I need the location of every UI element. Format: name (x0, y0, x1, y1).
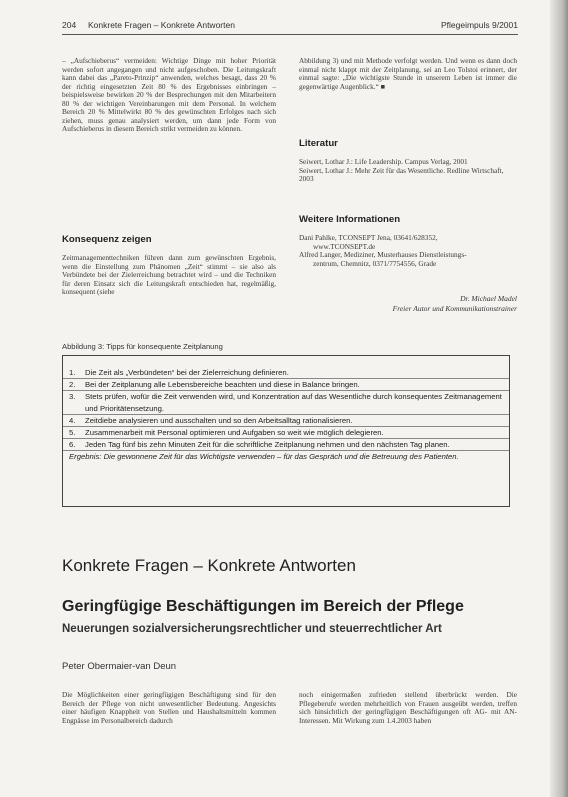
info-line: Alfred Langer, Mediziner, Musterhauses Dienstleistungs- (299, 250, 467, 260)
literature-item: Seiwert, Lothar J.: Mehr Zeit für das Wesentliche. Redline Wirtschaft, 2003 (299, 165, 504, 184)
paragraph: Zeitmanagementtechniken führen dann zum gewünschten Ergebnis, wenn die Einstellung zum Phänomen „Zeit“ stimmt – sie also als Verbündete bei der Zielerreichung betrachtet wird – und die Techniken für deren Einsatz sich die Leitungskraft entschieden hat, regelmäßig, konsequent (siehe (62, 253, 276, 297)
section-title: Konkrete Fragen – Konkrete Antworten (62, 556, 356, 575)
tip-item: 6. Jeden Tag fünf bis zehn Minuten Zeit für die schriftliche Zeitplanung nehmen und den nächsten Tag planen. (63, 438, 509, 450)
tip-item: 5. Zusammenarbeit mit Personal optimieren und Aufgaben so weit wie möglich delegieren. (63, 426, 509, 438)
right-column-text (299, 57, 517, 91)
paragraph: Abbildung 3) und mit Methode verfolgt werden. Und wenn es dann doch einmal nicht klappt mit der Zeitplanung, sei an Leo Tolstoi erinnert, der einmal sagte: „Die wichtigste Stunde in unserem Leben ist immer die gegenwärtige Augenblick.“ ■ (299, 56, 517, 91)
article-title: Geringfügige Beschäftigungen im Bereich der Pflege (62, 598, 464, 615)
left-column-text (62, 57, 276, 134)
page-number: 204 (62, 20, 77, 30)
tips-list (63, 367, 509, 450)
article-left-text (62, 691, 276, 725)
page-edge-shadow (550, 0, 568, 797)
heading-weitere-informationen: Weitere Informationen (299, 214, 401, 225)
info-list (299, 234, 517, 268)
header-section: Konkrete Fragen – Konkrete Antworten (88, 20, 235, 30)
info-line: zentrum, Chemnitz, 0371/7754556, Grade (313, 258, 437, 268)
info-line: Dani Pahlke, TCONSEPT Jena, 03641/628352, (299, 233, 438, 242)
tip-item: 4. Zeitdiebe analysieren und ausschalten und so den Arbeitsalltag rationalisieren. (63, 414, 509, 426)
literature-list (299, 158, 517, 184)
paragraph: noch einigermaßen zufrieden stellend überbrückt werden. Die Pflegeberufe werden mehrheitlich von Frauen ausgeübt werden, treffen sich hinsichtlich der geringfügigen Beschäftigungen oft AG- mit AN-Interessen. Mit Wirkung zum 1.4.2003 haben (299, 690, 517, 725)
signature-name: Dr. Michael Madel (460, 294, 517, 303)
author-signature (393, 294, 517, 313)
paragraph: Die Möglichkeiten einer geringfügigen Beschäftigung sind für den Bereich der Pflege von nicht unwesentlicher Bedeutung. Angesichts einer häufigen Knappheit von Stellen und Haushaltsmitteln kommen Engpässe im Personalbereich dadurch (62, 690, 276, 725)
left-column-text-2 (62, 254, 276, 297)
info-line: www.TCONSEPT.de (313, 241, 376, 251)
tip-item: 3. Stets prüfen, wofür die Zeit verwenden wird, und Konzentration auf das Wesentliche durch konsequentes Zeitmanagement und Prioritätensetzung. (63, 390, 509, 413)
tip-item: 1. Die Zeit als „Verbündeten“ bei der Zielerreichung definieren. (69, 368, 289, 377)
heading-literatur: Literatur (299, 138, 338, 149)
tips-result: Ergebnis: Die gewonnene Zeit für das Wichtigste verwenden – für das Gespräch und die Betreuung des Patienten. (63, 450, 509, 462)
header-issue: Pflegeimpuls 9/2001 (440, 20, 518, 30)
article-subtitle: Neuerungen sozialversicherungsrechtlicher und steuerrechtlicher Art (62, 623, 442, 635)
tips-box (62, 355, 510, 507)
figure-caption: Abbildung 3: Tipps für konsequente Zeitplanung (62, 342, 223, 351)
tip-item: 2. Bei der Zeitplanung alle Lebensbereiche beachten und diese in Balance bringen. (63, 378, 509, 390)
heading-konsequenz: Konsequenz zeigen (62, 234, 152, 245)
literature-item: Seiwert, Lothar J.: Life Leadership. Campus Verlag, 2001 (299, 157, 468, 166)
paragraph: – „Aufschieberus“ vermeiden: Wichtige Dinge mit hoher Priorität werden sofort angegangen und nicht aufgeschoben. Die Leitungskraft kann dabei das „Pareto-Prinzip“ anwenden, welches besagt, dass 20 % der richtig eingesetzten Zeit 80 % des Ergebnisses einbringen – beispielsweise bewirken 20 % der Besprechungen mit den Mitarbeitern 80 % der wichtigen Vereinbarungen mit dem Personal. In welchem Bereich 20 % Mittelwirkt 80 % des gewünschten Erfolges nach sich ziehen, muss genau analysiert werden, um dann jede Form von Aufschieberus in diesem Bereich strikt vermeiden zu können. (62, 56, 276, 134)
end-mark: ■ (380, 81, 386, 91)
article-right-text (299, 691, 517, 725)
article-author: Peter Obermaier-van Deun (62, 661, 177, 672)
running-header (62, 20, 518, 35)
signature-role: Freier Autor und Kommunikationstrainer (392, 303, 517, 313)
